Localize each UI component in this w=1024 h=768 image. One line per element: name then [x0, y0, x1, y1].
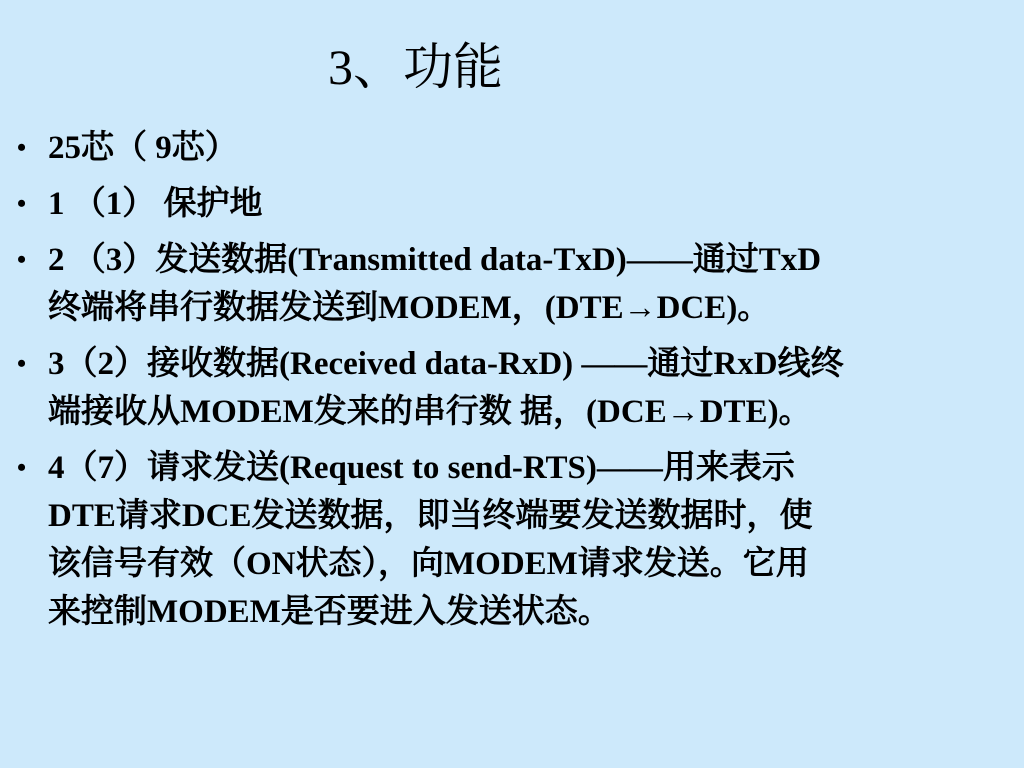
bullet-text: 终端将串行数据发送到MODEM，(DTE→DCE)。 [48, 290, 771, 326]
bullet-text: 来控制MODEM是否要进入发送状态。 [48, 594, 611, 630]
bullet-text: 2 （3）发送数据(Transmitted data-TxD)——通过TxD [48, 242, 822, 278]
bullet-dot-icon: • [17, 245, 27, 274]
bullet-text: 3（2）接收数据(Received data-RxD) ——通过RxD线终 [48, 346, 844, 382]
list-item [0, 340, 1024, 436]
bullet-list [0, 124, 1024, 644]
bullet-dot-icon: • [17, 189, 27, 218]
bullet-text: 25芯（ 9芯） [48, 130, 238, 166]
bullet-dot-icon: • [17, 133, 27, 162]
list-item [0, 236, 1024, 332]
list-item [0, 444, 1024, 636]
bullet-dot-icon: • [17, 453, 27, 482]
list-item [0, 180, 1024, 228]
page-title: 3、功能 [328, 39, 503, 95]
bullet-text: 4（7）请求发送(Request to send-RTS)——用来表示 [48, 450, 795, 486]
bullet-dot-icon: • [17, 349, 27, 378]
bullet-text: 端接收从MODEM发来的串行数 据，(DCE→DTE)。 [48, 394, 812, 430]
bullet-text: 1 （1） 保护地 [48, 186, 263, 222]
list-item [0, 124, 1024, 172]
bullet-text: 该信号有效（ON状态），向MODEM请求发送。它用 [48, 546, 809, 582]
bullet-text: DTE请求DCE发送数据，即当终端要发送数据时，使 [48, 498, 813, 534]
